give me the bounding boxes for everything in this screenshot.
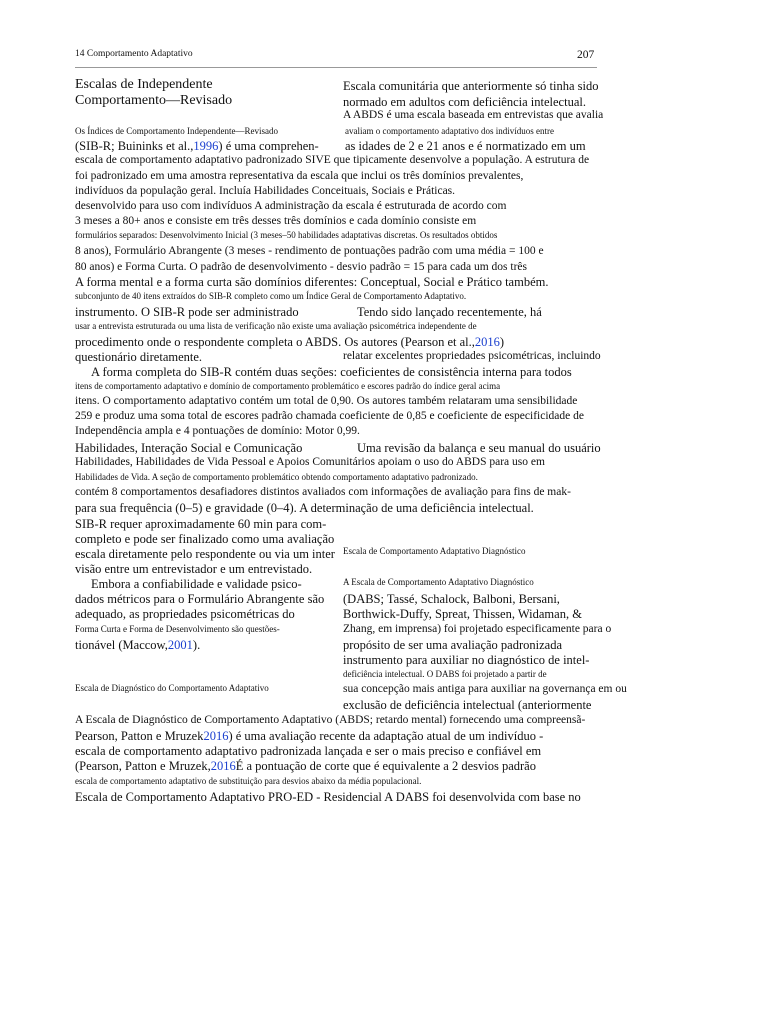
text-line: dados métricos para o Formulário Abrangente são xyxy=(75,592,325,606)
text-line: Borthwick-Duffy, Spreat, Thissen, Widaman, & xyxy=(343,607,582,621)
text-line: Uma revisão da balança e seu manual do usuário xyxy=(357,441,601,455)
text-line: formulários separados: Desenvolvimento Inicial (3 meses–50 habilidades adaptativas discretas. Os resultados obtidos xyxy=(75,230,498,240)
text-line: Embora a confiabilidade e validade psico- xyxy=(91,577,302,591)
text-line: Pearson, Patton e Mruzek2016) é uma avaliação recente da adaptação atual de um indivíduo - xyxy=(75,729,544,743)
citation-link[interactable]: 2016 xyxy=(203,729,229,743)
text-line: instrumento para auxiliar no diagnóstico de intel- xyxy=(343,653,590,667)
text-line: procedimento onde o respondente completa o ABDS. Os autores (Pearson et al.,2016) xyxy=(75,335,505,349)
section-heading: Escalas de Independente xyxy=(75,77,213,92)
text-line: 80 anos) e Forma Curta. O padrão de desenvolvimento - desvio padrão = 15 para cada um dos três xyxy=(75,261,527,273)
text-line: relatar excelentes propriedades psicométricas, incluindo xyxy=(343,350,601,362)
text-line: sua concepção mais antiga para auxiliar na governança em ou xyxy=(343,683,627,695)
text-line: A Escala de Diagnóstico de Comportamento Adaptativo (ABDS; retardo mental) fornecendo uma compreensã- xyxy=(75,714,586,726)
text-line: escala de comportamento adaptativo de substituição para desvios abaixo da média populacional. xyxy=(75,776,422,786)
text-line: 8 anos), Formulário Abrangente (3 meses - rendimento de pontuações padrão com uma média = 100 e xyxy=(75,245,544,257)
text-line: escala diretamente pelo respondente ou via um inter xyxy=(75,547,335,561)
text-line: A Escala de Comportamento Adaptativo Diagnóstico xyxy=(343,577,534,587)
text-line: Escala de Comportamento Adaptativo PRO-ED - Residencial A DABS foi desenvolvida com base no xyxy=(75,790,581,804)
text-line: Zhang, em imprensa) foi projetado especificamente para o xyxy=(343,623,612,635)
text-line: subconjunto de 40 itens extraídos do SIB-R completo como um Índice Geral de Comportamento Adaptativo. xyxy=(75,291,467,301)
text-line: tionável (Maccow,2001). xyxy=(75,638,201,652)
text-line: (Pearson, Patton e Mruzek,2016É a pontuação de corte que é equivalente a 2 desvios padrão xyxy=(75,759,536,773)
text-line: completo e pode ser finalizado como uma avaliação xyxy=(75,532,335,546)
text-line: (DABS; Tassé, Schalock, Balboni, Bersani, xyxy=(343,592,560,606)
header-rule xyxy=(75,67,597,68)
text-line: escala de comportamento adaptativo padronizada lançada e ser o mais preciso e confiável em xyxy=(75,744,542,758)
citation-link[interactable]: 1996 xyxy=(193,139,219,153)
text-line: instrumento. O SIB-R pode ser administrado xyxy=(75,305,299,319)
text-line: A forma completa do SIB-R contém duas seções: coeficientes de consistência interna para todos xyxy=(91,365,572,379)
text-line: Tendo sido lançado recentemente, há xyxy=(357,305,542,319)
text-line: Habilidades de Vida. A seção de comportamento problemático obtendo comportamento adaptativo padronizado. xyxy=(75,472,478,482)
text-line: propósito de ser uma avaliação padronizada xyxy=(343,638,563,652)
text-line: SIB-R requer aproximadamente 60 min para com- xyxy=(75,517,327,531)
text-line: (SIB-R; Buininks et al.,1996) é uma comprehen- xyxy=(75,139,319,153)
text-line: A ABDS é uma escala baseada em entrevistas que avalia xyxy=(343,109,604,121)
text-line: exclusão de deficiência intelectual (anteriormente xyxy=(343,698,592,712)
citation-link[interactable]: 2016 xyxy=(474,335,500,349)
section-heading: Escala de Comportamento Adaptativo Diagnóstico xyxy=(343,546,526,556)
text-line: desenvolvido para uso com indivíduos A administração da escala é estruturada de acordo com xyxy=(75,200,507,212)
text-line: Independência ampla e 4 pontuações de domínio: Motor 0,99. xyxy=(75,425,360,437)
text-line: foi padronizado em uma amostra representativa da escala que inclui os três domínios prevalentes, xyxy=(75,170,524,182)
citation-link[interactable]: 2001 xyxy=(167,638,193,652)
text-line: as idades de 2 e 21 anos e é normatizado em um xyxy=(345,139,586,153)
text-line: contém 8 comportamentos desafiadores distintos avaliados com informações de avaliação para fins de mak- xyxy=(75,486,571,498)
text-line: indivíduos da população geral. Incluía Habilidades Conceituais, Sociais e Práticas. xyxy=(75,185,456,197)
text-line: itens de comportamento adaptativo e domínio de comportamento problemático e escores padrão do índice geral acima xyxy=(75,381,501,391)
text-line: deficiência intelectual. O DABS foi projetado a partir de xyxy=(343,669,547,679)
text-line: escala de comportamento adaptativo padronizado SIVE que tipicamente desenvolve a população. A estrutura de xyxy=(75,154,590,166)
text-line: Escala comunitária que anteriormente só tinha sido xyxy=(343,79,599,93)
text-line: adequado, as propriedades psicométricas do xyxy=(75,607,295,621)
text-line: normado em adultos com deficiência intelectual. xyxy=(343,95,586,109)
text-line: questionário diretamente. xyxy=(75,350,203,364)
text-line: Habilidades, Habilidades de Vida Pessoal e Apoios Comunitários apoiam o uso do ABDS para uso em xyxy=(75,456,545,468)
text-line: 3 meses a 80+ anos e consiste em três desses três domínios e cada domínio consiste em xyxy=(75,215,477,227)
section-heading: Comportamento—Revisado xyxy=(75,93,233,108)
section-heading: Escala de Diagnóstico do Comportamento Adaptativo xyxy=(75,683,269,693)
text-line: 259 e produz uma soma total de escores padrão chamada coeficiente de 0,85 e coeficiente de especificidade de xyxy=(75,410,584,422)
text-line: usar a entrevista estruturada ou uma lista de verificação não existe uma avaliação psicométrica independente de xyxy=(75,321,477,331)
text-line: avaliam o comportamento adaptativo dos indivíduos entre xyxy=(345,126,554,136)
text-line: para sua frequência (0–5) e gravidade (0–4). A determinação de uma deficiência intelectual. xyxy=(75,501,534,515)
text-line: itens. O comportamento adaptativo contém um total de 0,90. Os autores também relataram uma sensibilidade xyxy=(75,395,578,407)
text-line: Habilidades, Interação Social e Comunicação xyxy=(75,441,303,455)
text-line: Forma Curta e Forma de Desenvolvimento são questões- xyxy=(75,624,280,634)
text-line: visão entre um entrevistador e um entrevistado. xyxy=(75,562,313,576)
text-line: A forma mental e a forma curta são domínios diferentes: Conceptual, Social e Prático também. xyxy=(75,275,549,289)
citation-link[interactable]: 2016 xyxy=(210,759,236,773)
text-line: Os Índices de Comportamento Independente—Revisado xyxy=(75,126,278,136)
page-number: 207 xyxy=(577,49,595,61)
chapter-title: 14 Comportamento Adaptativo xyxy=(75,49,193,59)
